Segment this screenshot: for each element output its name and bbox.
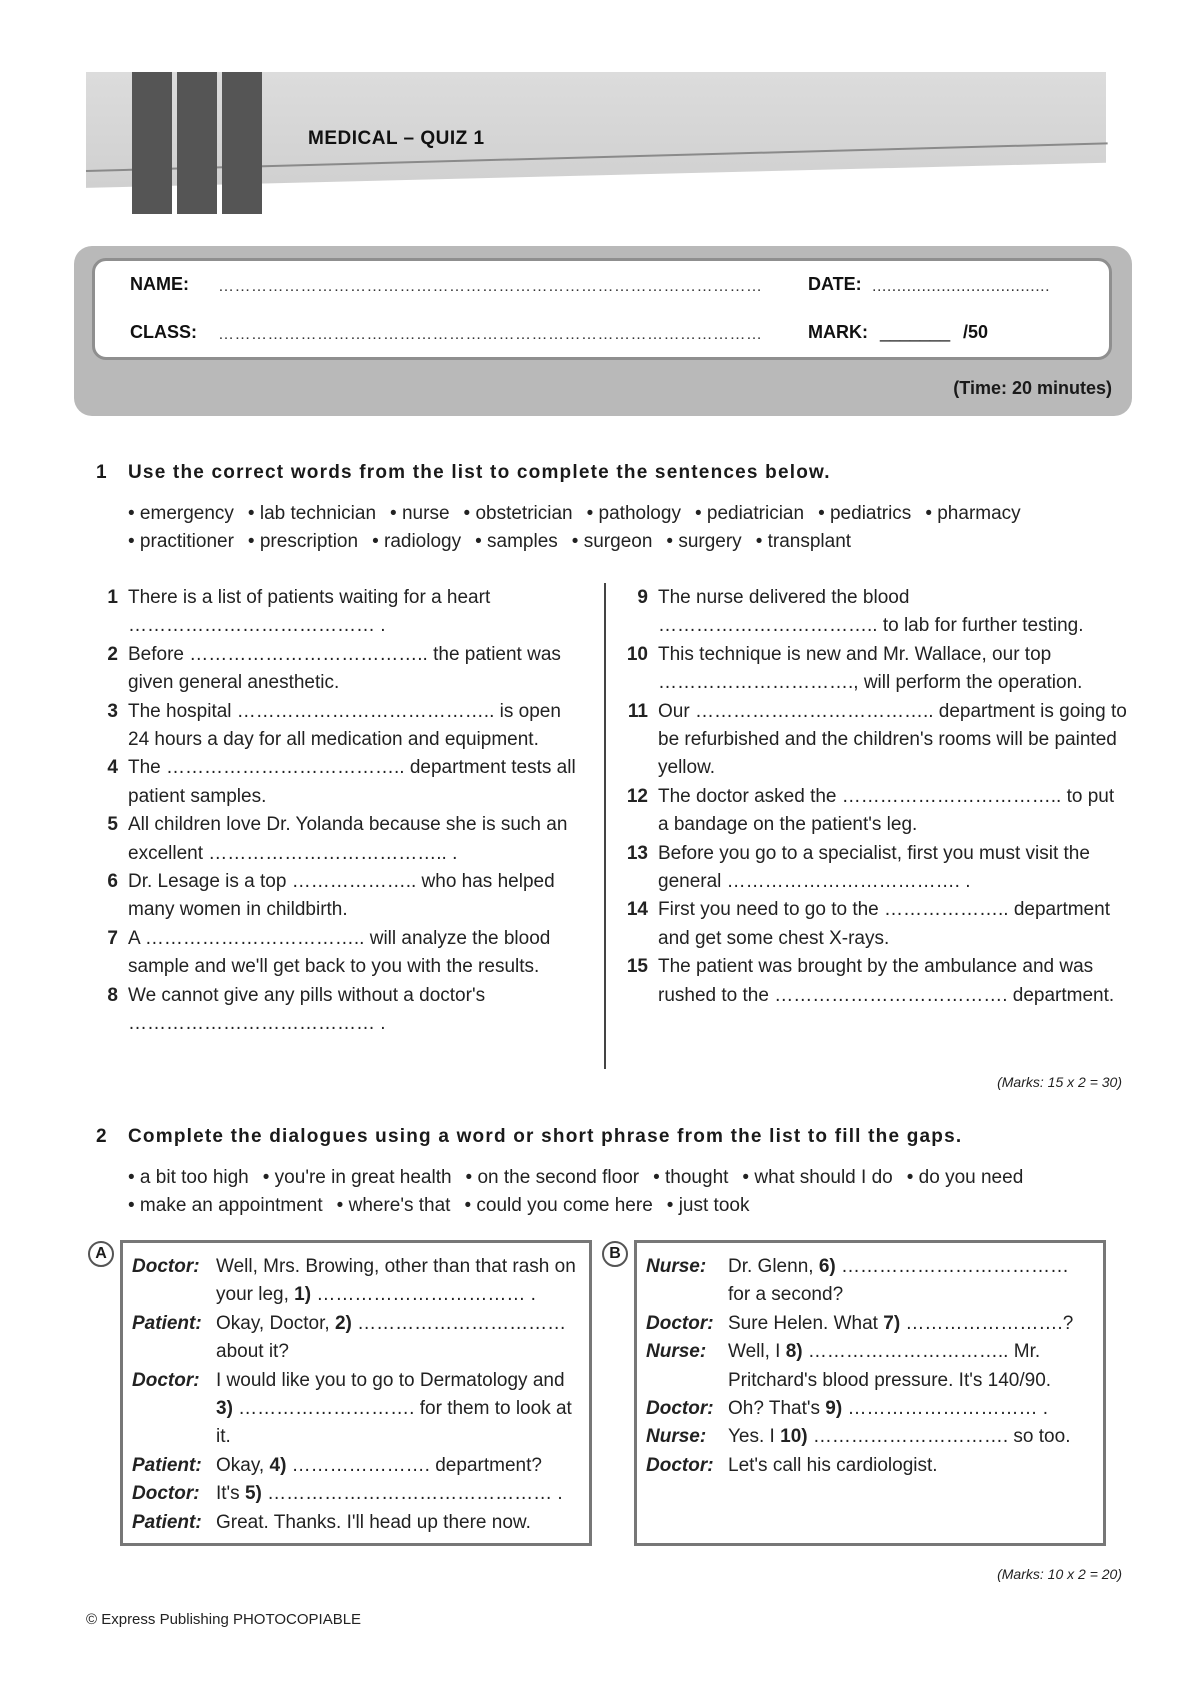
dialogue-text-part: Dr. Glenn, xyxy=(728,1256,819,1277)
dialogue-text-part: It's xyxy=(216,1483,245,1505)
gap-number: 2) xyxy=(334,1312,352,1334)
word-list-item: • thought xyxy=(653,1167,729,1188)
logo-bar xyxy=(222,72,262,214)
item-sentence: All children love Dr. Yolanda because she is such an excellent ……………………………….. . xyxy=(128,814,568,864)
dialogue-b-lines xyxy=(646,1253,1095,1480)
item-sentence: We cannot give any pills without a doctor's ………………………………… . xyxy=(128,984,486,1035)
word-list-item: • practitioner xyxy=(128,531,234,552)
name-field[interactable]: ……………………………………………………………………………………… xyxy=(218,278,763,295)
dialogue-b-box xyxy=(634,1240,1106,1546)
speaker-label: Nurse: xyxy=(646,1426,707,1448)
mark-total: /50 xyxy=(963,322,989,342)
speaker-label: Doctor: xyxy=(646,1398,714,1420)
word-list-row xyxy=(128,1192,1088,1220)
speaker-label: Doctor: xyxy=(132,1483,200,1505)
item-sentence: Before you go to a specialist, first you must visit the general ………………………………. . xyxy=(658,842,1090,893)
gap-number: 5) xyxy=(244,1483,262,1505)
dialogue-line xyxy=(132,1509,581,1537)
speaker-label: Patient: xyxy=(132,1454,202,1476)
dialogue-text-part: Well, Mrs. Browing, other than that rash on your leg, xyxy=(216,1256,576,1306)
logo-bar xyxy=(177,72,217,214)
word-list-item: • lab technician xyxy=(247,503,377,524)
dialogue-line xyxy=(132,1310,581,1367)
exercise-item xyxy=(92,754,582,811)
dialogue-line xyxy=(646,1310,1095,1338)
section-2-title: Complete the dialogues using a word or short phrase from the list to fill the gaps. xyxy=(128,1126,963,1147)
dialogue-text xyxy=(216,1253,581,1310)
gap-number: 8) xyxy=(785,1341,803,1363)
time-limit: (Time: 20 minutes) xyxy=(953,378,1112,398)
word-list-row xyxy=(128,500,1088,528)
word-list-item: • do you need xyxy=(906,1167,1024,1188)
dialogue-text-part: Let's call his cardiologist. xyxy=(728,1454,938,1476)
word-list-row xyxy=(128,528,1088,556)
speaker-label: Patient: xyxy=(132,1511,202,1533)
info-fields-box xyxy=(92,258,1112,360)
exercise-item xyxy=(622,783,1128,840)
word-list-item: • on the second floor xyxy=(465,1167,640,1188)
speaker-label: Doctor: xyxy=(132,1369,200,1391)
section-1-left-column xyxy=(92,584,582,1039)
speaker-label: Doctor: xyxy=(646,1312,714,1334)
class-field[interactable]: ……………………………………………………………………………………… xyxy=(218,326,763,343)
answer-gap[interactable]: …………………….? xyxy=(900,1312,1074,1334)
gap-number: 9) xyxy=(825,1398,843,1420)
answer-gap[interactable]: …………………………… about it? xyxy=(216,1312,567,1363)
dialogue-text xyxy=(728,1452,1095,1480)
item-sentence: Our ……………………………….. department is going to be refurbished and the children's rooms will be painted yellow. xyxy=(658,700,1127,779)
logo-bar xyxy=(132,72,172,214)
dialogue-text xyxy=(216,1367,581,1452)
word-list-item: • pathology xyxy=(586,503,681,524)
word-list-item: • prescription xyxy=(247,531,359,552)
dialogue-text-part: Oh? That's xyxy=(728,1398,826,1420)
dialogue-line xyxy=(646,1253,1095,1310)
word-list-row xyxy=(128,1164,1088,1192)
item-number: 1 xyxy=(107,587,118,608)
dialogue-b-badge: B xyxy=(602,1241,628,1267)
answer-gap[interactable]: ……………………………… for a second? xyxy=(728,1256,1070,1306)
exercise-item xyxy=(622,641,1128,698)
word-list-item: • surgeon xyxy=(571,531,653,552)
answer-gap[interactable]: …………………………. so too. xyxy=(807,1426,1071,1448)
exercise-item xyxy=(622,584,1128,641)
copyright-footer: © Express Publishing PHOTOCOPIABLE xyxy=(86,1611,362,1628)
word-list-item: • you're in great health xyxy=(262,1167,452,1188)
exercise-item xyxy=(92,584,582,641)
word-list-item: • make an appointment xyxy=(128,1195,323,1216)
item-number: 13 xyxy=(626,842,648,864)
dialogue-line xyxy=(646,1338,1095,1395)
item-number: 10 xyxy=(626,643,648,665)
dialogue-line xyxy=(646,1395,1095,1423)
dialogue-text-part: Great. Thanks. I'll head up there now. xyxy=(216,1511,531,1533)
exercise-item xyxy=(92,641,582,698)
gap-number: 4) xyxy=(269,1454,287,1476)
answer-gap[interactable]: ………………………….. Mr. Pritchard's blood pressure. It's 140/90. xyxy=(728,1341,1052,1391)
date-field[interactable]: .................................... xyxy=(872,278,1051,295)
dialogue-line xyxy=(132,1253,581,1310)
exercise-item xyxy=(622,698,1128,783)
dialogue-line xyxy=(646,1452,1095,1480)
dialogue-text xyxy=(216,1310,581,1367)
dialogue-line xyxy=(132,1367,581,1452)
item-number: 6 xyxy=(107,871,118,893)
answer-gap[interactable]: ……………………………………… . xyxy=(261,1483,563,1505)
item-number: 9 xyxy=(637,587,648,608)
item-number: 8 xyxy=(107,984,118,1006)
section-2-marks: (Marks: 10 x 2 = 20) xyxy=(997,1566,1122,1582)
word-list-item: • surgery xyxy=(666,531,742,552)
item-sentence: First you need to go to the ……………….. department and get some chest X-rays. xyxy=(658,899,1110,949)
item-sentence: The hospital ………………………………….. is open 24 hours a day for all medication and equipment. xyxy=(128,700,561,751)
item-number: 5 xyxy=(107,814,118,836)
dialogue-a-box xyxy=(120,1240,592,1546)
dialogue-text-part: I would like you to go to Dermatology and xyxy=(216,1369,565,1391)
item-number: 11 xyxy=(627,700,648,722)
dialogue-text-part: Okay, xyxy=(216,1454,270,1476)
dialogue-text xyxy=(728,1310,1095,1338)
exercise-item xyxy=(92,698,582,755)
word-list-item: • where's that xyxy=(336,1195,451,1216)
word-list-item: • radiology xyxy=(372,531,462,552)
item-number: 3 xyxy=(107,700,118,722)
mark-label: MARK: xyxy=(808,322,868,342)
dialogue-text-part: Sure Helen. What xyxy=(728,1312,884,1334)
answer-gap[interactable]: …………………. department? xyxy=(286,1454,542,1476)
section-1-marks: (Marks: 15 x 2 = 30) xyxy=(997,1074,1122,1090)
item-sentence: The doctor asked the …………………………….. to put a bandage on the patient's leg. xyxy=(658,785,1115,836)
item-sentence: A …………………………….. will analyze the blood sample and we'll get back to you with the results. xyxy=(128,927,551,978)
word-list-item: • could you come here xyxy=(464,1195,653,1216)
word-list-item: • a bit too high xyxy=(128,1167,249,1188)
word-list-item: • pharmacy xyxy=(925,503,1021,524)
item-sentence: Before ……………………………….. the patient was given general anesthetic. xyxy=(128,643,561,694)
dialogue-text xyxy=(728,1338,1095,1395)
word-list-item: • what should I do xyxy=(742,1167,893,1188)
item-number: 14 xyxy=(626,899,648,921)
item-sentence: Dr. Lesage is a top ……………….. who has helped many women in childbirth. xyxy=(128,871,555,921)
exercise-item xyxy=(622,896,1128,953)
quiz-title: MEDICAL – QUIZ 1 xyxy=(308,128,485,149)
dialogue-line xyxy=(646,1423,1095,1451)
speaker-label: Nurse: xyxy=(646,1256,707,1277)
dialogue-text xyxy=(216,1480,581,1508)
word-list-item: • transplant xyxy=(755,531,852,552)
word-list-item: • obstetrician xyxy=(463,503,573,524)
item-number: 12 xyxy=(626,785,648,807)
date-label: DATE: xyxy=(808,274,862,294)
dialogue-a-badge: A xyxy=(88,1241,114,1267)
gap-number: 10) xyxy=(780,1426,808,1448)
item-number: 7 xyxy=(107,927,118,949)
dialogue-text xyxy=(216,1509,581,1537)
exercise-item xyxy=(92,868,582,925)
word-list-item: • pediatrics xyxy=(818,503,912,524)
section-2-number: 2 xyxy=(96,1126,107,1147)
dialogue-text xyxy=(728,1395,1095,1423)
section-1-title: Use the correct words from the list to complete the sentences below. xyxy=(128,462,831,483)
item-number: 15 xyxy=(626,956,648,978)
class-label: CLASS: xyxy=(130,322,197,342)
dialogue-line xyxy=(132,1452,581,1480)
section-1-word-list xyxy=(128,500,1088,556)
dialogue-text-part: Yes. I xyxy=(728,1426,781,1448)
item-sentence: This technique is new and Mr. Wallace, our top …………………………., will perform the operation. xyxy=(658,643,1083,694)
item-number: 4 xyxy=(107,757,118,779)
item-sentence: The patient was brought by the ambulance and was rushed to the ………………………………. department. xyxy=(658,956,1115,1006)
exercise-item xyxy=(92,982,582,1039)
speaker-label: Nurse: xyxy=(646,1341,707,1363)
answer-gap[interactable]: …………………………… . xyxy=(311,1284,536,1306)
exercise-item xyxy=(92,811,582,868)
dialogue-text-part: Okay, Doctor, xyxy=(216,1312,335,1334)
mark-field[interactable]: _______ xyxy=(880,322,951,342)
exercise-item xyxy=(622,840,1128,897)
speaker-label: Doctor: xyxy=(132,1256,200,1277)
section-1-right-column xyxy=(622,584,1128,1010)
word-list-item: • emergency xyxy=(128,503,234,524)
exercise-item xyxy=(92,925,582,982)
name-label: NAME: xyxy=(130,274,189,294)
section-2-word-list xyxy=(128,1164,1088,1220)
speaker-label: Doctor: xyxy=(646,1454,714,1476)
dialogue-line xyxy=(132,1480,581,1508)
section-1-number: 1 xyxy=(96,462,107,483)
word-list-item: • samples xyxy=(475,531,558,552)
word-list-item: • just took xyxy=(666,1195,750,1216)
dialogue-text-part: Well, I xyxy=(728,1341,786,1363)
column-divider xyxy=(604,583,606,1069)
item-sentence: The nurse delivered the blood …………………………….. to lab for further testing. xyxy=(658,587,1084,637)
answer-gap[interactable]: ………………………. for them to look at it. xyxy=(216,1398,572,1448)
gap-number: 1) xyxy=(294,1284,312,1306)
answer-gap[interactable]: ………………………… . xyxy=(842,1398,1049,1420)
gap-number: 6) xyxy=(818,1256,836,1277)
exercise-item xyxy=(622,953,1128,1010)
word-list-item: • pediatrician xyxy=(694,503,805,524)
item-number: 2 xyxy=(107,643,118,665)
speaker-label: Patient: xyxy=(132,1312,202,1334)
dialogue-text xyxy=(728,1253,1095,1310)
dialogue-text xyxy=(216,1452,581,1480)
word-list-item: • nurse xyxy=(390,503,450,524)
gap-number: 7) xyxy=(883,1312,901,1334)
gap-number: 3) xyxy=(216,1398,233,1420)
item-sentence: The ……………………………….. department tests all patient samples. xyxy=(128,757,576,807)
dialogue-a-lines xyxy=(132,1253,581,1537)
dialogue-text xyxy=(728,1423,1095,1451)
item-sentence: There is a list of patients waiting for a heart ………………………………… . xyxy=(128,587,491,637)
